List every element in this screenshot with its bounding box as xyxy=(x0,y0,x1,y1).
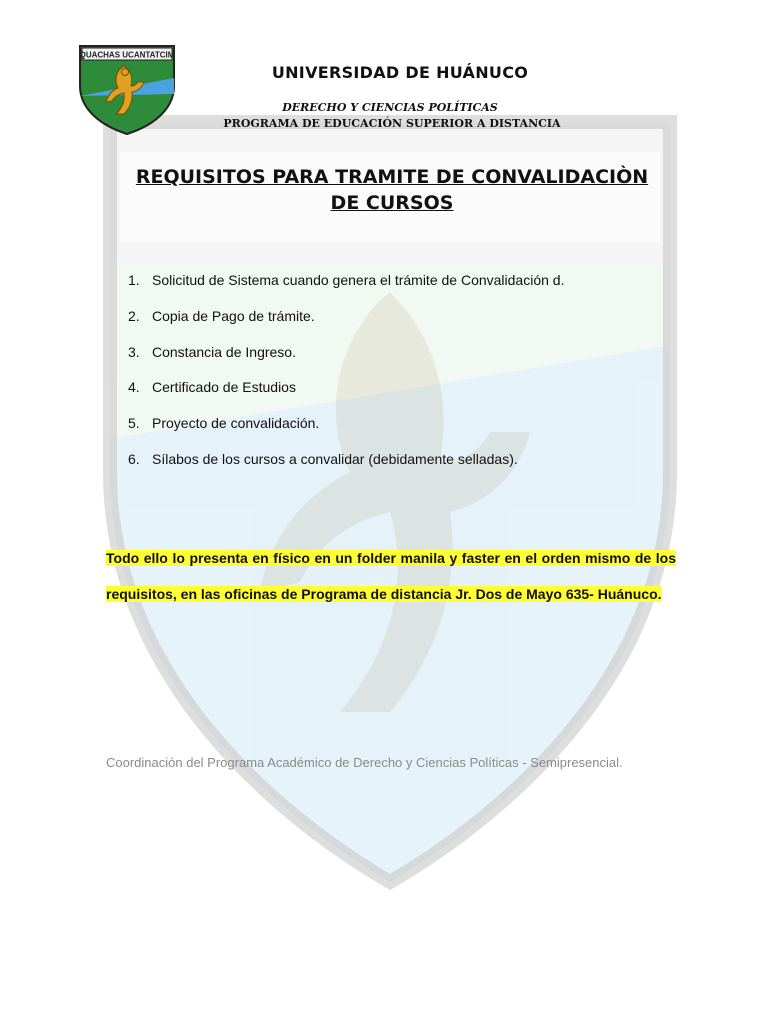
footer-text: Coordinación del Programa Académico de Derecho y Ciencias Políticas - Semipresencial. xyxy=(106,755,623,770)
list-item xyxy=(128,272,564,308)
list-item-text: Copia de Pago de trámite. xyxy=(152,307,315,324)
list-item-number: 2. xyxy=(128,307,140,324)
university-logo xyxy=(78,44,176,136)
list-item xyxy=(128,415,564,451)
list-item-text: Sílabos de los cursos a convalidar (debidamente selladas). xyxy=(152,450,518,467)
highlighted-notice xyxy=(106,540,676,612)
list-item-number: 3. xyxy=(128,343,140,360)
list-item-number: 5. xyxy=(128,415,140,432)
list-item-text: Certificado de Estudios xyxy=(152,379,296,396)
title-line-1: REQUISITOS PARA TRAMITE DE CONVALIDACIÒN xyxy=(135,166,649,188)
document-title xyxy=(100,164,684,216)
list-item-number: 1. xyxy=(128,272,140,288)
program-name: PROGRAMA DE EDUCACIÓN SUPERIOR A DISTANCIA xyxy=(223,117,561,130)
faculty-name: DERECHO Y CIENCIAS POLÍTICAS xyxy=(282,101,498,114)
title-line-2: DE CURSOS xyxy=(330,192,454,214)
watermark-shield xyxy=(90,112,690,892)
list-item xyxy=(128,344,564,380)
notice-text: Todo ello lo presenta en físico en un folder manila y faster en el orden mismo de los requisitos, en las oficinas de Programa de distancia Jr. Dos de Mayo 635- Huánuco. xyxy=(106,550,676,602)
list-item xyxy=(128,308,564,344)
logo-text: QUACHAS UCANTATCIM xyxy=(79,50,175,60)
list-item-text: Proyecto de convalidación. xyxy=(152,415,320,432)
list-item-text: Solicitud de Sistema cuando genera el trámite de Convalidación d. xyxy=(152,272,565,288)
list-item-text: Constancia de Ingreso. xyxy=(152,343,296,360)
university-name: UNIVERSIDAD DE HUÁNUCO xyxy=(271,63,529,82)
list-item-number: 6. xyxy=(128,450,140,467)
requirements-list xyxy=(128,272,564,487)
list-item xyxy=(128,379,564,415)
list-item-number: 4. xyxy=(128,379,140,396)
list-item xyxy=(128,451,564,487)
